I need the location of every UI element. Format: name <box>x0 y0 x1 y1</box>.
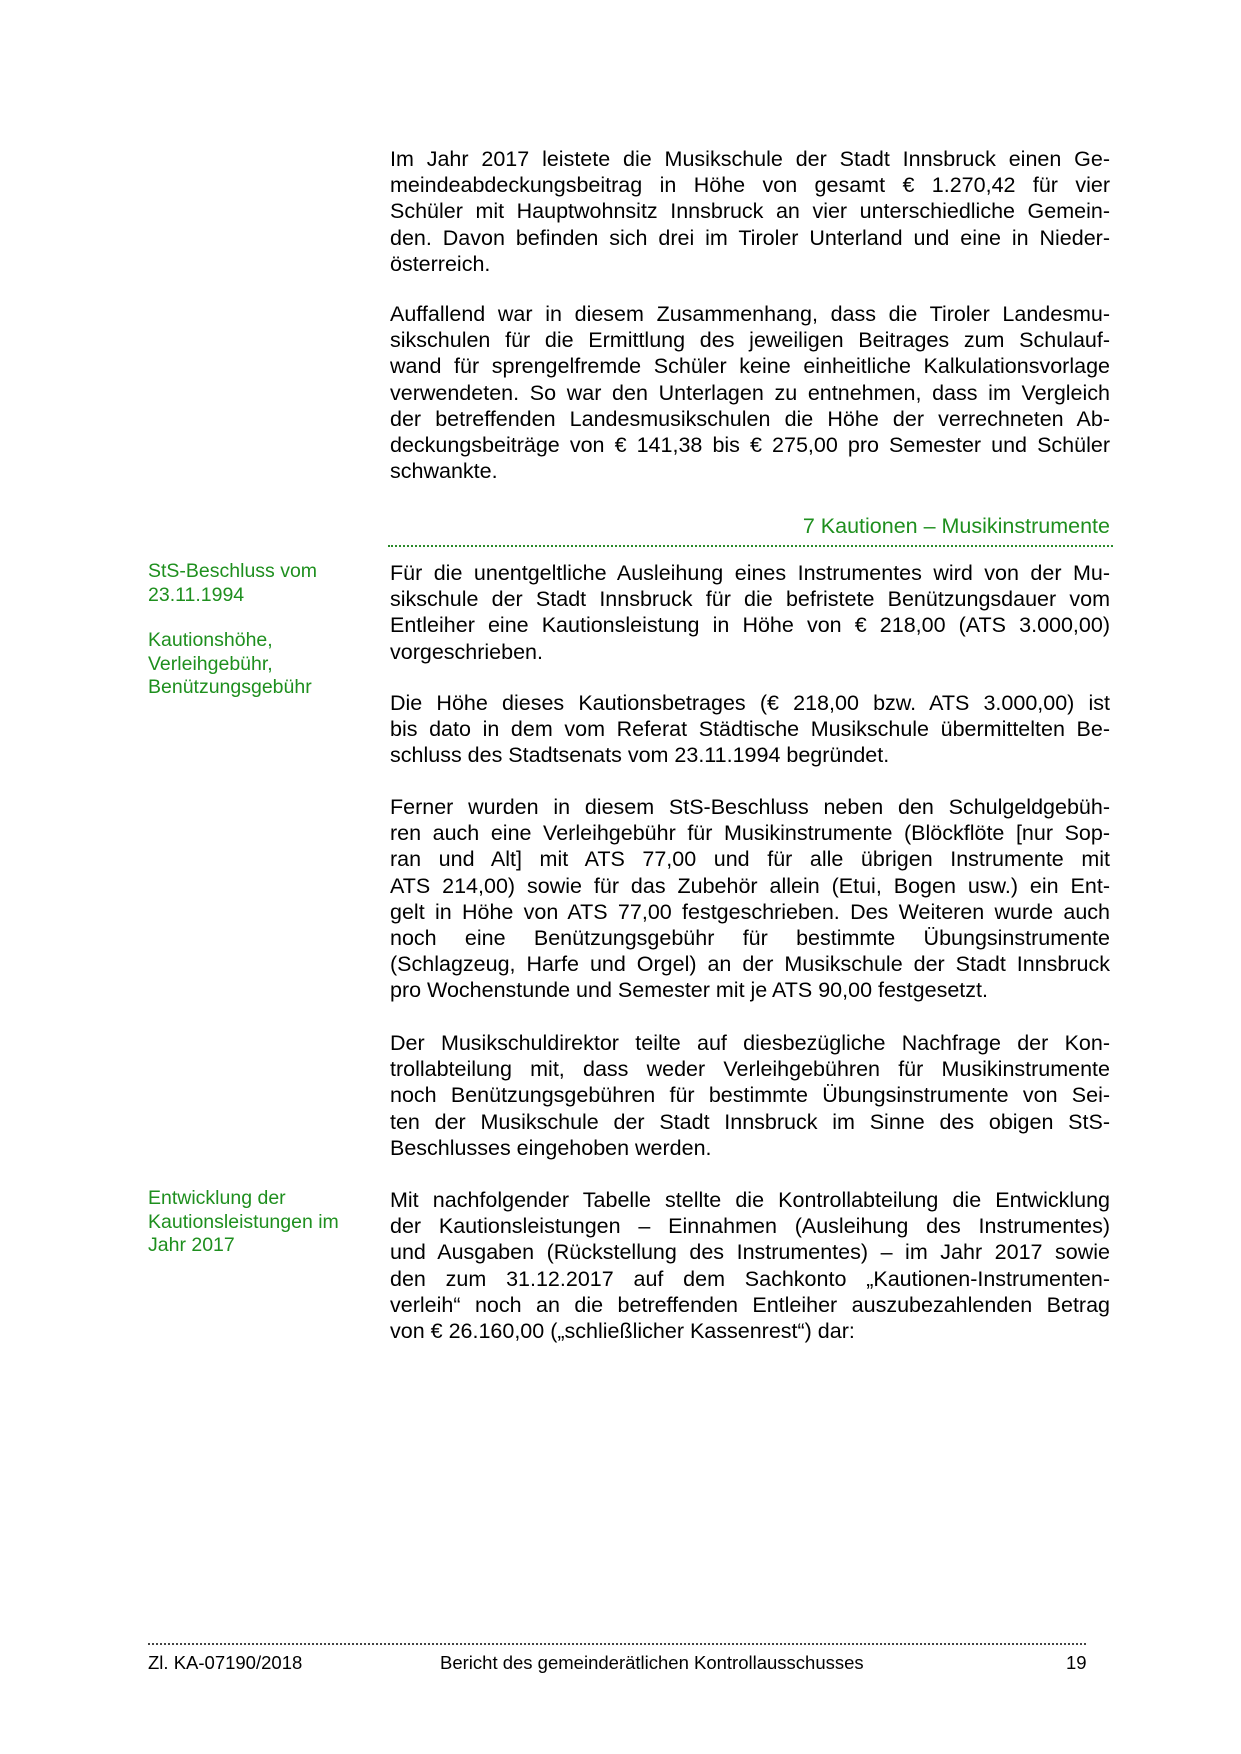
text-line: trollabteilung mit, dass weder Verleihgebühren für Musikinstrumente <box>390 1057 1110 1082</box>
text-line: vorgeschrieben. <box>390 639 543 664</box>
text-line: den zum 31.12.2017 auf dem Sachkonto „Kautionen-Instrumenten- <box>390 1266 1110 1291</box>
text-line: Auffallend war in diesem Zusammenhang, dass die Tiroler Landesmu- <box>390 302 1110 326</box>
side-note-line: Benützungsgebühr <box>148 676 312 698</box>
footer-report-title: Bericht des gemeinderätlichen Kontrollausschusses <box>440 1652 864 1673</box>
section-divider <box>388 545 1113 547</box>
side-note-line: 23.11.1994 <box>148 583 245 606</box>
text-line: deckungsbeiträge von € 141,38 bis € 275,00 pro Semester und Schüler <box>390 433 1110 458</box>
text-line: noch Benützungsgebühren für bestimmte Übungsinstrumente von Sei- <box>390 1083 1110 1108</box>
footer-reference: Zl. KA-07190/2018 <box>148 1652 303 1673</box>
text-line: Der Musikschuldirektor teilte auf diesbezügliche Nachfrage der Kon- <box>390 1031 1110 1055</box>
text-line: Entleiher eine Kautionsleistung in Höhe von € 218,00 (ATS 3.000,00) <box>390 613 1110 638</box>
text-line: schluss des Stadtsenats vom 23.11.1994 begründet. <box>390 743 890 768</box>
side-note-entwicklung <box>148 1187 348 1258</box>
text-line: und Ausgaben (Rückstellung des Instrumentes) – im Jahr 2017 sowie <box>390 1240 1110 1265</box>
side-note-line: StS-Beschluss vom <box>148 560 318 582</box>
text-line: der betreffenden Landesmusikschulen die Höhe der verrechneten Ab- <box>390 406 1110 431</box>
paragraph-ausleihung <box>390 560 1110 665</box>
text-line: verleih“ noch an die betreffenden Entleiher auszubezahlenden Betrag <box>390 1292 1110 1317</box>
text-line: schwankte. <box>390 459 498 484</box>
text-line: Im Jahr 2017 leistete die Musikschule der Stadt Innsbruck einen Ge- <box>390 147 1110 171</box>
text-line: ten der Musikschule der Stadt Innsbruck im Sinne des obigen StS- <box>390 1109 1110 1134</box>
text-line: sikschulen für die Ermittlung des jeweiligen Beitrages zum Schulauf- <box>390 328 1110 353</box>
paragraph-kautionsleistungen <box>390 1187 1110 1344</box>
text-line: Mit nachfolgender Tabelle stellte die Kontrollabteilung die Entwicklung <box>390 1188 1110 1212</box>
side-note-line: Entwicklung der <box>148 1187 286 1209</box>
text-line: Für die unentgeltliche Ausleihung eines Instrumentes wird von der Mu- <box>390 561 1110 585</box>
text-line: gelt in Höhe von ATS 77,00 festgeschrieben. Des Weiteren wurde auch <box>390 899 1110 924</box>
text-line: Beschlusses eingehoben werden. <box>390 1135 712 1160</box>
footer-divider <box>148 1643 1086 1645</box>
text-line: meindeabdeckungsbeitrag in Höhe von gesamt € 1.270,42 für vier <box>390 173 1110 198</box>
text-line: bis dato in dem vom Referat Städtische Musikschule übermittelten Be- <box>390 717 1110 742</box>
text-line: ren auch eine Verleihgebühr für Musikinstrumente (Blöckflöte [nur Sop- <box>390 821 1110 846</box>
text-line: der Kautionsleistungen – Einnahmen (Ausleihung des Instrumentes) <box>390 1214 1110 1239</box>
text-line: wand für sprengelfremde Schüler keine einheitliche Kalkulationsvorlage <box>390 354 1110 379</box>
text-line: noch eine Benützungsgebühr für bestimmte Übungsinstrumente <box>390 926 1110 951</box>
paragraph-kautionsbetrag <box>390 690 1110 769</box>
paragraph-landesmusikschulen <box>390 301 1110 484</box>
paragraph-gemeindeabdeckungsbeitrag <box>390 146 1110 277</box>
footer-page-number: 19 <box>1066 1652 1087 1673</box>
side-note-line: Verleihgebühr, <box>148 652 273 675</box>
side-note-kautionshoehe <box>148 629 348 700</box>
text-line: von € 26.160,00 („schließlicher Kassenrest“) dar: <box>390 1319 855 1344</box>
side-note-line: Jahr 2017 <box>148 1234 235 1256</box>
side-note-line: Kautionsleistungen im <box>148 1210 339 1233</box>
text-line: pro Wochenstunde und Semester mit je ATS 90,00 festgesetzt. <box>390 978 988 1003</box>
text-line: (Schlagzeug, Harfe und Orgel) an der Musikschule der Stadt Innsbruck <box>390 952 1110 977</box>
side-note-sts-beschluss <box>148 560 348 607</box>
text-line: sikschule der Stadt Innsbruck für die befristete Benützungsdauer vom <box>390 587 1110 612</box>
text-line: ATS 214,00) sowie für das Zubehör allein (Etui, Bogen usw.) ein Ent- <box>390 873 1110 898</box>
side-note-line: Kautionshöhe, <box>148 629 273 651</box>
text-line: Schüler mit Hauptwohnsitz Innsbruck an vier unterschiedliche Gemein- <box>390 199 1110 224</box>
text-line: Die Höhe dieses Kautionsbetrages (€ 218,00 bzw. ATS 3.000,00) ist <box>390 691 1110 715</box>
paragraph-musikschuldirektor <box>390 1030 1110 1161</box>
paragraph-verleihgebuehr <box>390 794 1110 1004</box>
text-line: österreich. <box>390 251 491 276</box>
text-line: den. Davon befinden sich drei im Tiroler Unterland und eine in Nieder- <box>390 225 1110 250</box>
section-heading: 7 Kautionen – Musikinstrumente <box>802 514 1110 538</box>
text-line: Ferner wurden in diesem StS-Beschluss neben den Schulgeldgebüh- <box>390 795 1110 819</box>
text-line: ran und Alt] mit ATS 77,00 und für alle übrigen Instrumente mit <box>390 847 1110 872</box>
text-line: verwendeten. So war den Unterlagen zu entnehmen, dass im Vergleich <box>390 380 1110 405</box>
